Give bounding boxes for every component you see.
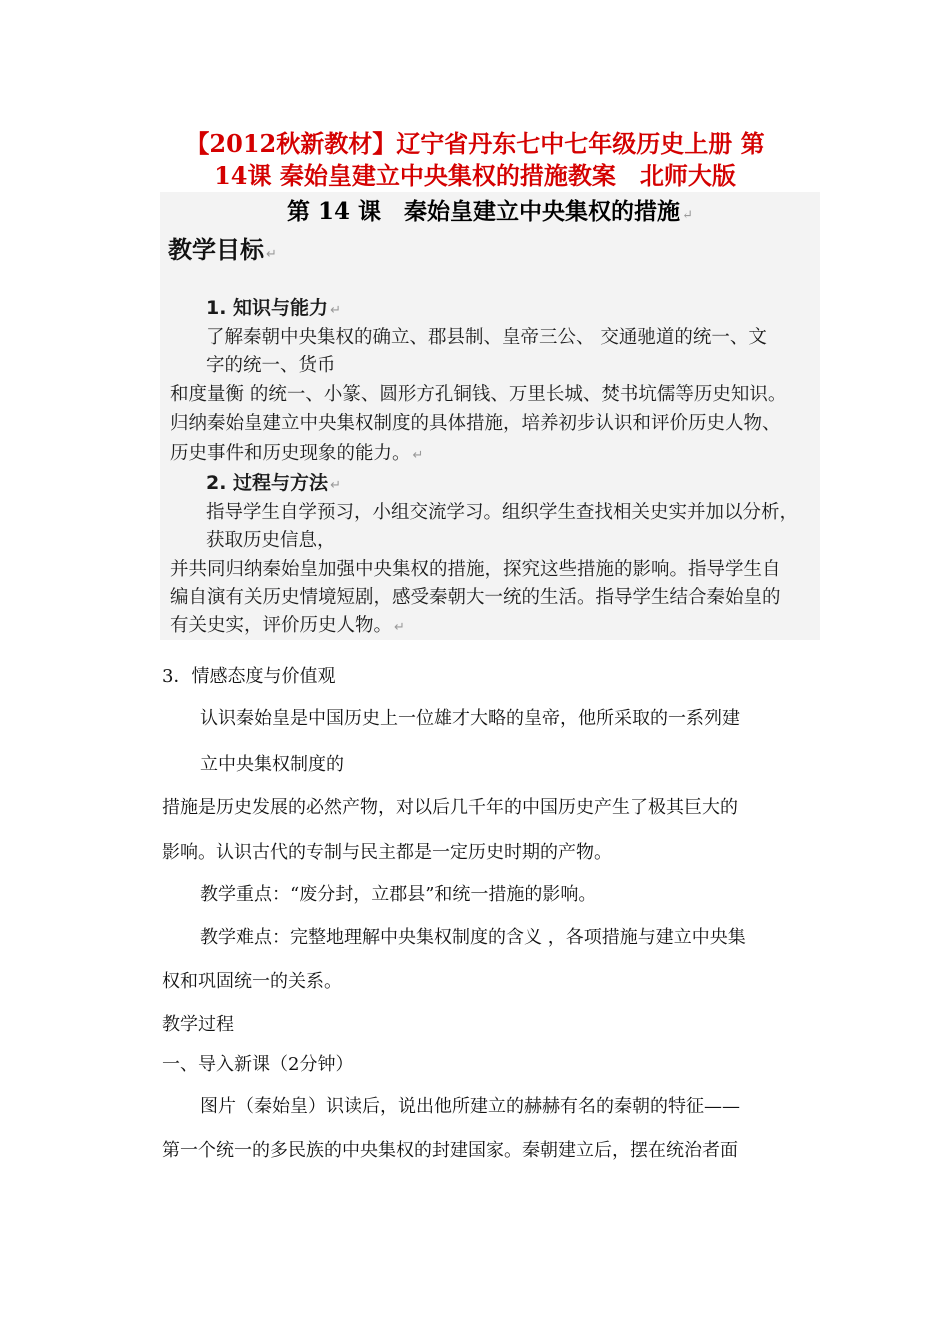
- lesson-heading: 第 14 课 秦始皇建立中央集权的措施 ↵: [287, 198, 693, 225]
- body-text-line: 认识秦始皇是中国历史上一位雄才大略的皇帝，他所采取的一系列建: [200, 708, 740, 729]
- teaching-difficulty: 教学难点：完整地理解中央集权制度的含义 ，各项措施与建立中央集: [200, 927, 746, 948]
- section-process-title: 2. 过程与方法 ↵: [206, 472, 341, 494]
- scan-text-line: 了解秦朝中央集权的确立、郡县制、皇帝三公、 交通驰道的统一、文: [206, 327, 767, 348]
- body-text-line: 措施是历史发展的必然产物，对以后几千年的中国历史产生了极其巨大的: [162, 797, 738, 818]
- document-title-line-2: 14课 秦始皇建立中央集权的措施教案 北师大版: [214, 161, 736, 190]
- section-heading-values: 3．情感态度与价值观: [162, 666, 336, 687]
- objectives-heading: 教学目标 ↵: [168, 236, 277, 264]
- body-text-line: 影响。认识古代的专制与民主都是一定历史时期的产物。: [162, 842, 612, 863]
- embedded-scanned-image: [160, 192, 820, 640]
- scan-text-line: 并共同归纳秦始皇加强中央集权的措施，探究这些措施的影响。指导学生自: [170, 559, 781, 580]
- document-title: [150, 128, 800, 192]
- document-title-line-1: 【2012秋新教材】辽宁省丹东七中七年级历史上册 第: [185, 129, 765, 158]
- body-text-line: 立中央集权制度的: [200, 754, 344, 775]
- scan-text-line: 获取历史信息，: [206, 530, 336, 551]
- body-text-line: 权和巩固统一的关系。: [162, 971, 342, 992]
- scan-text-line: 历史事件和历史现象的能力。 ↵: [170, 443, 424, 464]
- section-heading-process: 教学过程: [162, 1014, 234, 1035]
- section-knowledge-title: 1. 知识与能力 ↵: [206, 297, 341, 319]
- body-text-line: 第一个统一的多民族的中央集权的封建国家。秦朝建立后，摆在统治者面: [162, 1140, 738, 1161]
- body-text-line: 图片（秦始皇）识读后，说出他所建立的赫赫有名的秦朝的特征——: [200, 1096, 740, 1117]
- scan-text-line: 字的统一、货币: [206, 355, 336, 376]
- scan-text-line: 指导学生自学预习，小组交流学习。组织学生查找相关史实并加以分析，: [206, 502, 799, 523]
- scan-text-line: 和度量衡 的统一、小篆、圆形方孔铜钱、万里长城、焚书坑儒等历史知识。: [170, 384, 787, 405]
- scan-text-line: 编自演有关历史情境短剧，感受秦朝大一统的生活。指导学生结合秦始皇的: [170, 587, 781, 608]
- section-heading-intro: 一、导入新课（2分钟）: [162, 1054, 354, 1075]
- scan-text-line: 归纳秦始皇建立中央集权制度的具体措施，培养初步认识和评价历史人物、: [170, 413, 781, 434]
- teaching-focus: 教学重点：“废分封，立郡县”和统一措施的影响。: [200, 884, 597, 905]
- scan-text-line: 有关史实，评价历史人物。 ↵: [170, 615, 405, 636]
